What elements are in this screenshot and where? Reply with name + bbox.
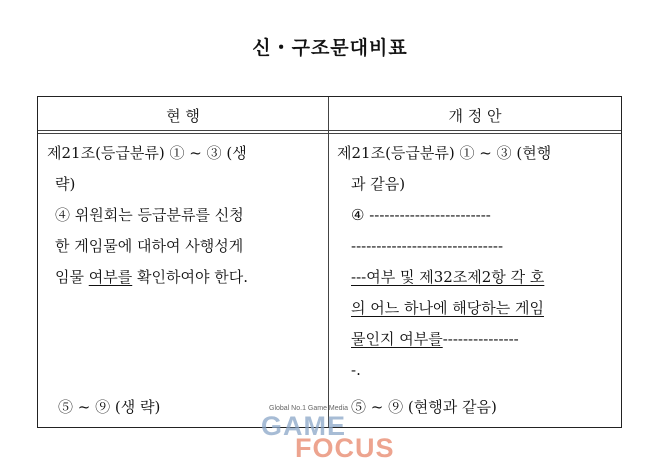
revised-line-5: ---여부 및 제32조제2항 각 호: [351, 268, 545, 286]
revised-line-3: ④ ------------------------: [351, 206, 491, 224]
column-divider: [328, 97, 329, 427]
document-title: 신・구조문대비표: [252, 37, 408, 59]
watermark-word-game: GAME: [261, 411, 346, 441]
gamefocus-watermark: [255, 403, 405, 465]
current-line-5a: 임물: [55, 268, 89, 286]
revised-line-7a: 물인지 여부를: [351, 330, 443, 348]
header-current: 현 행: [166, 107, 200, 125]
revised-line-8: -.: [351, 361, 361, 379]
revised-line-6: 의 어느 하나에 해당하는 게임: [351, 299, 544, 317]
underlined-phrase: 여부를: [88, 268, 133, 286]
current-line-4: 한 게임물에 대하여 사행성게: [55, 237, 244, 255]
header-revised: 개 정 안: [448, 107, 502, 125]
current-line-1: 제21조(등급분류) ① ~ ③ (생: [47, 144, 247, 162]
current-line-2: 략): [55, 175, 76, 193]
revised-line-7b: ---------------: [442, 330, 519, 348]
current-line-6: ⑤ ~ ⑨ (생 략): [58, 398, 161, 416]
current-line-5: [55, 267, 248, 287]
revised-line-7: [351, 329, 519, 349]
watermark-word-focus: FOCUS: [295, 433, 395, 463]
header-divider-double: [38, 133, 621, 134]
revised-line-1: 제21조(등급분류) ① ~ ③ (현행: [337, 144, 552, 162]
watermark-tagline: Global No.1 Game Media: [269, 405, 348, 412]
comparison-table: [37, 96, 622, 428]
revised-line-9: ⑤ ~ ⑨ (현행과 같음): [351, 398, 497, 416]
current-line-5b: 확인하여야 한다.: [132, 268, 248, 286]
current-line-3: ④ 위원회는 등급분류를 신청: [55, 206, 244, 224]
revised-line-4: ------------------------------: [351, 237, 504, 255]
revised-line-2: 과 같음): [351, 175, 406, 193]
header-divider: [38, 130, 621, 131]
